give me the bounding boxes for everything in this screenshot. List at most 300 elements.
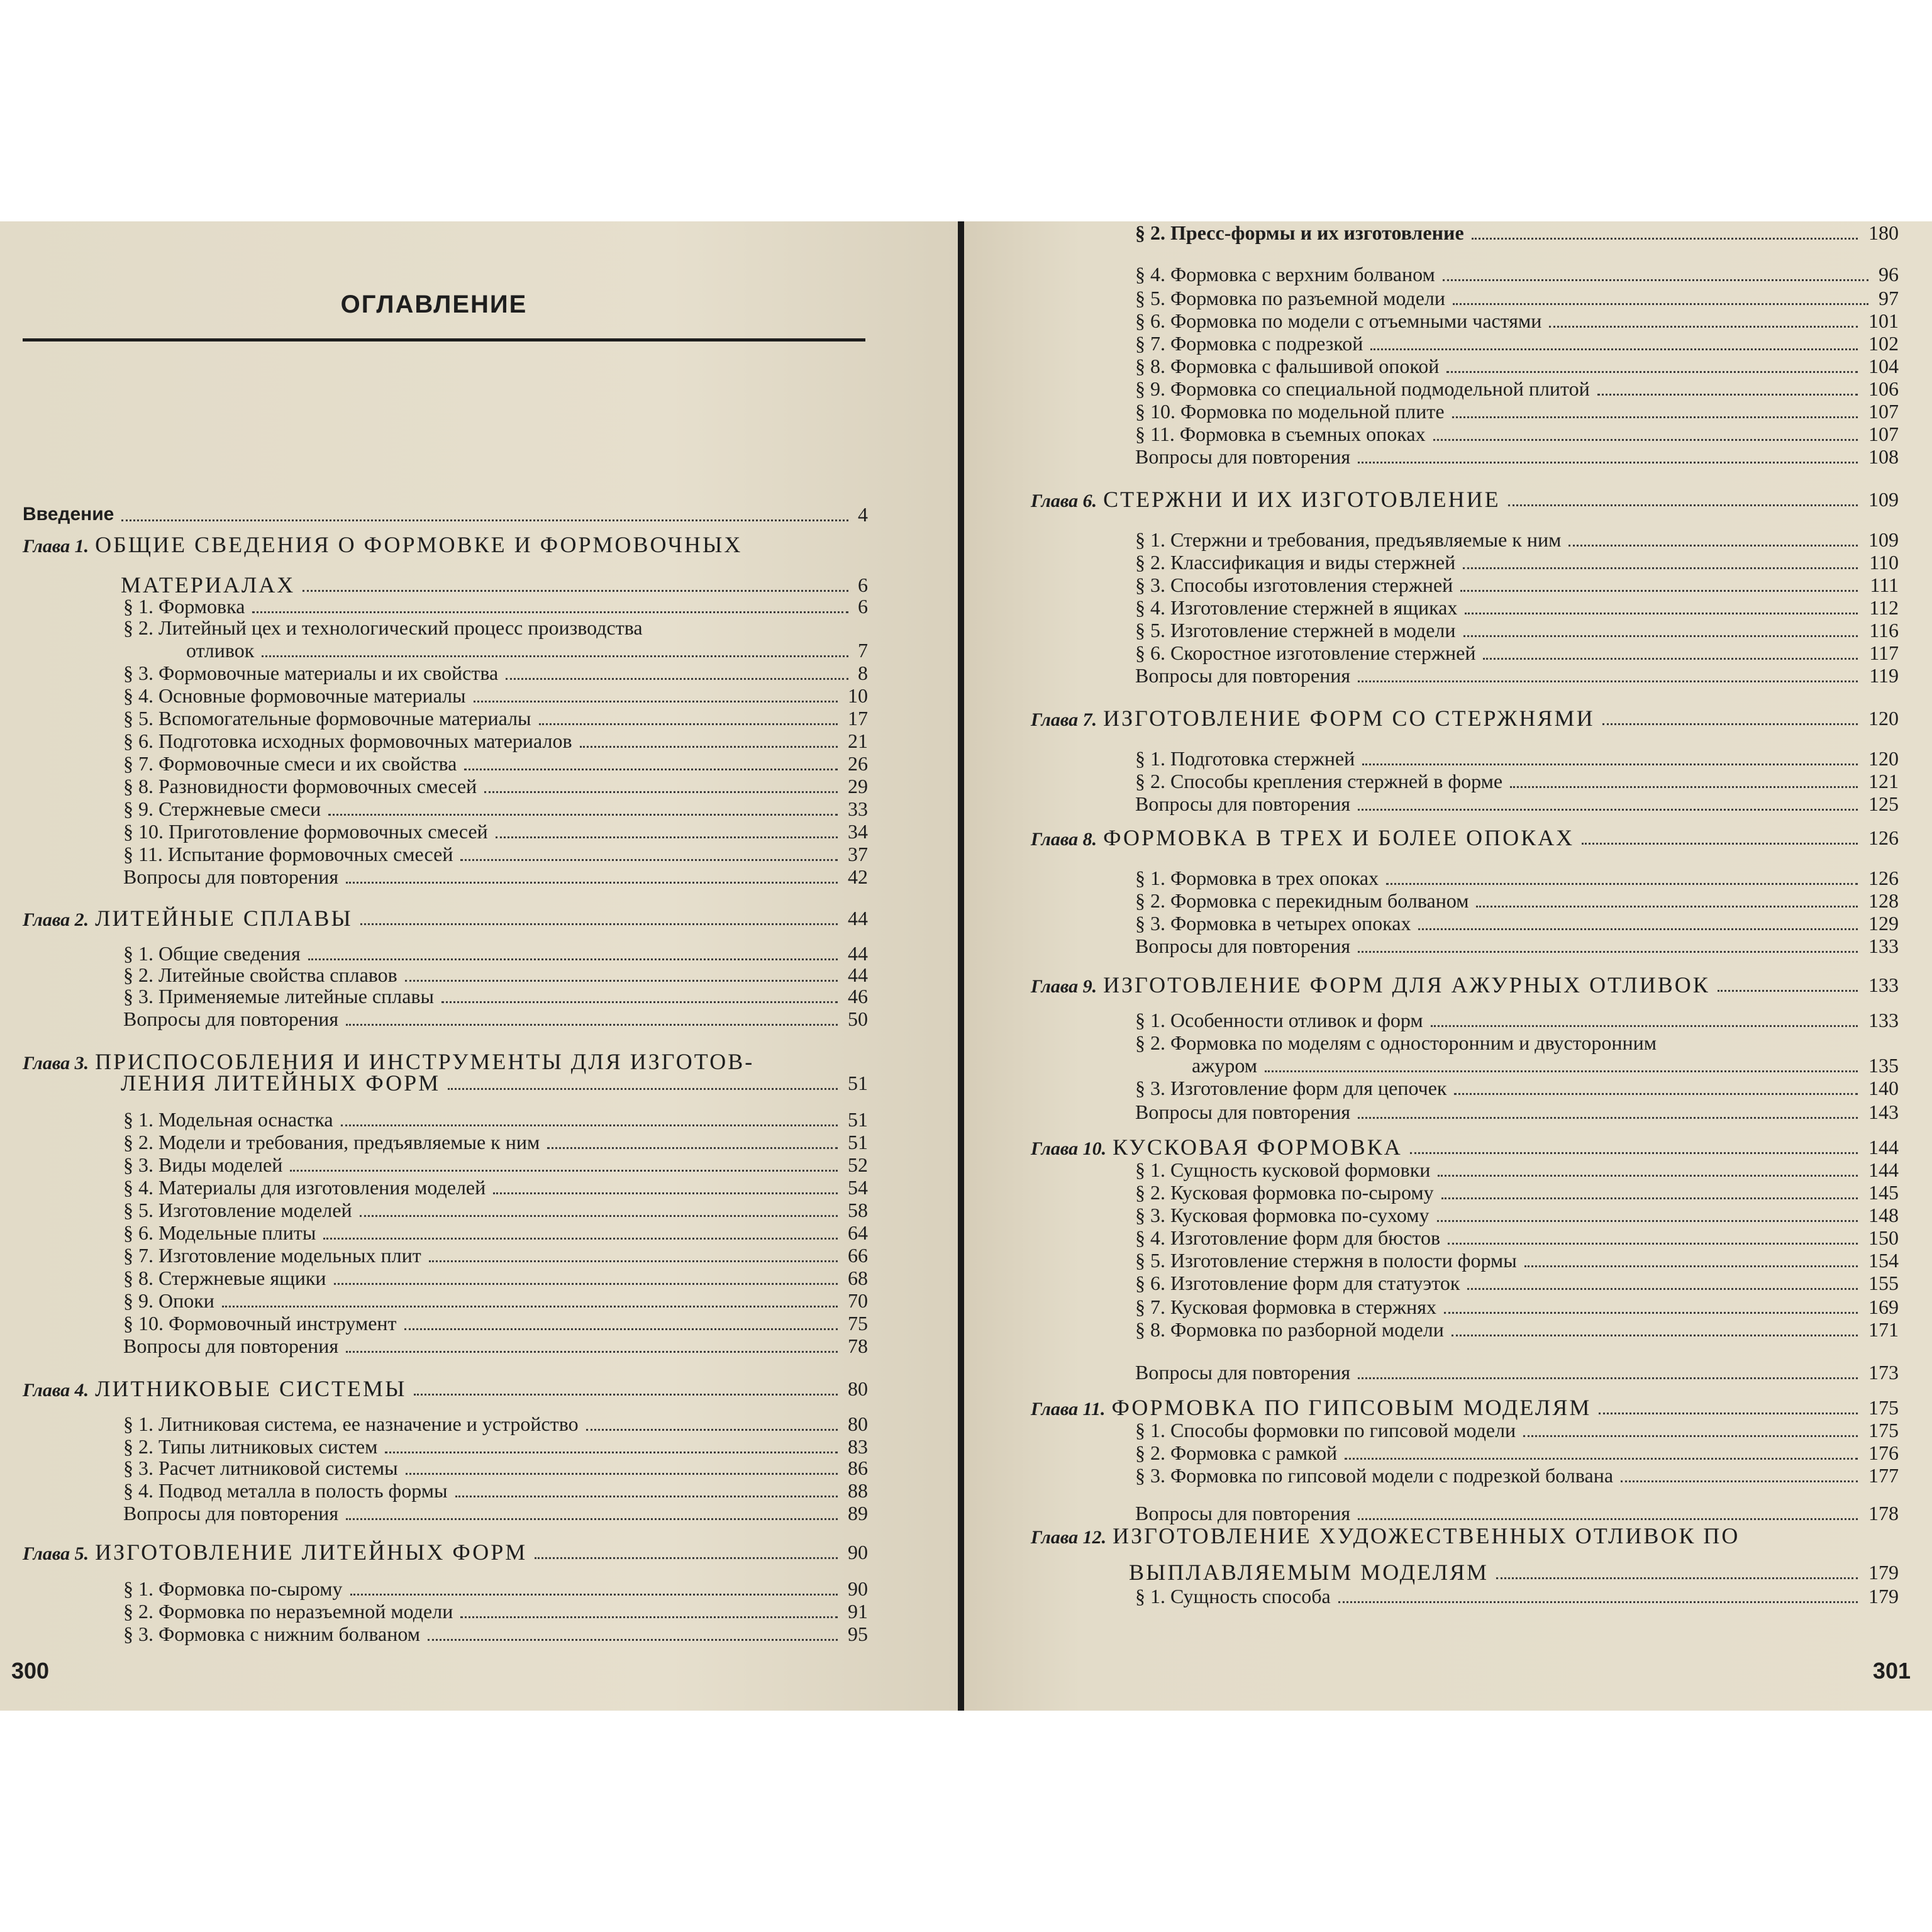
toc-entry <box>23 1541 868 1563</box>
toc-entry-title <box>123 942 301 965</box>
leader-dots <box>496 820 838 838</box>
leader-dots <box>346 1335 838 1353</box>
toc-entry <box>1135 747 1899 770</box>
page-ref: 148 <box>1868 1204 1899 1226</box>
entry-text: Вопросы для повторения <box>1135 445 1351 468</box>
page-ref: 143 <box>1868 1101 1899 1123</box>
page-ref: 177 <box>1868 1464 1899 1487</box>
page-ref: 78 <box>848 1335 868 1357</box>
toc-entry-title <box>1135 574 1453 596</box>
toc-entry-title <box>1135 1226 1440 1249</box>
toc-entry-title <box>123 1457 398 1479</box>
toc-entry-title <box>1135 1441 1337 1464</box>
page-ref: 133 <box>1868 1009 1899 1031</box>
entry-text: § 1. Формовка <box>123 595 245 618</box>
entry-text: § 7. Кусковая формовка в стержнях <box>1135 1296 1436 1318</box>
page-ref: 111 <box>1870 574 1899 596</box>
entry-text: ИЗГОТОВЛЕНИЕ ФОРМ ДЛЯ АЖУРНЫХ ОТЛИВОК <box>1103 972 1710 997</box>
leader-dots <box>1410 1136 1858 1154</box>
leader-dots <box>1358 1361 1858 1379</box>
page-ref: 120 <box>1868 747 1899 770</box>
leader-dots <box>441 985 838 1003</box>
page-ref: 180 <box>1868 221 1899 244</box>
page-ref: 133 <box>1868 974 1899 996</box>
entry-text: § 2. Модели и требования, предъявляемые к ним <box>123 1131 540 1153</box>
toc-entry <box>123 1221 868 1244</box>
toc-entry-title <box>123 820 488 843</box>
toc-entry <box>123 595 868 618</box>
toc-entry <box>1135 400 1899 423</box>
page-ref: 75 <box>848 1312 868 1335</box>
toc-entry-title <box>1129 1561 1489 1584</box>
leader-dots <box>455 1479 838 1497</box>
toc-entry-title <box>1135 1249 1517 1272</box>
toc-entry <box>23 533 868 556</box>
toc-entry-title <box>123 1199 352 1221</box>
page-title: ОГЛАВЛЕНИЕ <box>340 291 528 318</box>
leader-dots <box>429 1244 838 1262</box>
toc-entry-title <box>1135 770 1502 792</box>
entry-text: § 3. Расчет литниковой системы <box>123 1457 398 1479</box>
toc-entry-title <box>123 1108 333 1131</box>
leader-dots <box>1524 1249 1858 1267</box>
entry-text: § 3. Формовка в четырех опоках <box>1135 912 1411 935</box>
entry-text: § 1. Модельная оснастка <box>123 1108 333 1131</box>
toc-entry-title <box>1135 1296 1436 1318</box>
toc-entry-title <box>123 1176 486 1199</box>
entry-text: ЛЕНИЯ ЛИТЕЙНЫХ ФОРМ <box>121 1070 441 1096</box>
page-ref: 97 <box>1879 287 1899 309</box>
toc-entry-title <box>1135 1419 1516 1441</box>
toc-entry-title <box>1135 792 1350 815</box>
entry-text: § 6. Формовка по модели с отъемными частями <box>1135 309 1542 332</box>
entry-text: ПРИСПОСОБЛЕНИЯ И ИНСТРУМЕНТЫ ДЛЯ ИЗГОТОВ- <box>95 1049 755 1074</box>
entry-text: ИЗГОТОВЛЕНИЕ ФОРМ СО СТЕРЖНЯМИ <box>1103 706 1595 731</box>
entry-text: КУСКОВАЯ ФОРМОВКА <box>1113 1135 1402 1160</box>
page-ref: 70 <box>848 1289 868 1312</box>
page-ref: 42 <box>848 865 868 888</box>
leader-dots <box>1358 935 1858 953</box>
toc-entry <box>123 843 868 865</box>
page-ref: 44 <box>848 963 868 986</box>
entry-text: § 6. Модельные плиты <box>123 1221 316 1244</box>
toc-entry-title <box>123 865 338 888</box>
toc-entry <box>1135 377 1899 400</box>
toc-entry <box>123 942 868 965</box>
toc-entry-title <box>123 1577 343 1600</box>
leader-dots <box>350 1577 838 1596</box>
entry-text: § 2. Кусковая формовка по-сырому <box>1135 1181 1434 1204</box>
page-ref: 107 <box>1868 423 1899 445</box>
toc-entry <box>123 1435 868 1458</box>
toc-entry <box>1135 912 1899 935</box>
leader-dots <box>1465 596 1858 614</box>
toc-entry <box>1135 1585 1899 1607</box>
toc-entry <box>123 1479 868 1502</box>
chapter-label: Глава 3. <box>23 1053 89 1074</box>
entry-text: ИЗГОТОВЛЕНИЕ ЛИТЕЙНЫХ ФОРМ <box>95 1540 528 1565</box>
entry-text: § 5. Формовка по разъемной модели <box>1135 287 1445 309</box>
toc-entry-title <box>23 1377 406 1402</box>
entry-text: § 1. Подготовка стержней <box>1135 747 1355 770</box>
entry-text: § 5. Изготовление стержней в модели <box>1135 619 1456 641</box>
leader-dots <box>1602 707 1858 725</box>
toc-entry-title <box>1135 1585 1331 1607</box>
entry-text: § 2. Формовка с рамкой <box>1135 1441 1338 1464</box>
page-ref: 109 <box>1868 488 1899 511</box>
leader-dots <box>1467 1272 1858 1290</box>
leader-dots <box>1476 889 1858 908</box>
leader-dots <box>1433 423 1858 441</box>
page-ref: 58 <box>848 1199 868 1221</box>
toc-entry-title <box>1135 641 1475 664</box>
entry-text: § 4. Подвод металла в полость формы <box>123 1479 448 1502</box>
toc-entry-title <box>1135 596 1457 619</box>
entry-text: § 4. Формовка с верхним болваном <box>1135 263 1435 286</box>
leader-dots <box>334 1267 838 1285</box>
page-ref: 173 <box>1868 1361 1899 1384</box>
page-ref: 119 <box>1869 664 1899 687</box>
entry-text: ФОРМОВКА ПО ГИПСОВЫМ МОДЕЛЯМ <box>1111 1395 1592 1420</box>
toc-entry <box>123 707 868 730</box>
left-page <box>0 221 958 1711</box>
entry-text: § 4. Основные формовочные материалы <box>123 684 466 707</box>
toc-entry <box>123 684 868 707</box>
page-ref: 6 <box>858 595 868 618</box>
leader-dots <box>414 1377 838 1396</box>
page-ref: 29 <box>848 775 868 797</box>
toc-entry-title <box>1135 263 1435 286</box>
entry-text: Введение <box>23 504 114 525</box>
leader-dots <box>303 574 848 592</box>
leader-dots <box>1621 1464 1858 1482</box>
toc-entry <box>123 616 868 639</box>
page-ref: 44 <box>848 907 868 930</box>
leader-dots <box>1338 1585 1858 1603</box>
toc-entry-title <box>123 1267 326 1289</box>
page-ref: 175 <box>1868 1396 1899 1419</box>
page-ref: 90 <box>848 1541 868 1563</box>
entry-text: § 3. Кусковая формовка по-сухому <box>1135 1204 1430 1226</box>
entry-text: § 4. Изготовление форм для бюстов <box>1135 1226 1441 1249</box>
toc-entry <box>1135 641 1899 664</box>
toc-entry-title <box>123 1479 448 1502</box>
toc-entry <box>123 1131 868 1153</box>
leader-dots <box>323 1221 838 1240</box>
toc-entry-title <box>1135 400 1445 423</box>
leader-dots <box>1483 641 1858 660</box>
entry-text: Вопросы для повторения <box>123 1502 339 1524</box>
chapter-label: Глава 7. <box>1031 709 1097 730</box>
leader-dots <box>346 865 838 884</box>
entry-text: § 1. Сущность способа <box>1135 1585 1331 1607</box>
page-ref: 90 <box>848 1577 868 1600</box>
entry-text: § 3. Формовка с нижним болваном <box>123 1623 420 1645</box>
toc-entry <box>1129 1561 1899 1584</box>
toc-entry-title <box>186 639 254 662</box>
toc-entry-title <box>1135 551 1455 574</box>
page-ref: 106 <box>1868 377 1899 400</box>
page-ref: 169 <box>1868 1296 1899 1318</box>
toc-entry <box>1135 867 1899 889</box>
toc-entry <box>1135 551 1899 574</box>
entry-text: § 6. Подготовка исходных формовочных материалов <box>123 730 572 752</box>
entry-text: Вопросы для повторения <box>1135 792 1351 815</box>
toc-entry-title <box>123 707 531 730</box>
page-ref: 51 <box>848 1072 868 1094</box>
entry-text: § 8. Формовка с фальшивой опокой <box>1135 355 1440 377</box>
page-ref: 175 <box>1868 1419 1899 1441</box>
toc-entry <box>123 1413 868 1435</box>
toc-entry-title <box>123 1502 338 1524</box>
toc-entry <box>123 1600 868 1623</box>
entry-text: § 5. Вспомогательные формовочные материалы <box>123 707 531 730</box>
toc-entry-title <box>1031 1136 1402 1160</box>
toc-entry-title <box>23 503 114 526</box>
toc-entry-title <box>1135 1464 1613 1487</box>
toc-entry-title <box>123 1435 377 1458</box>
toc-entry <box>121 574 868 596</box>
page-ref: 46 <box>848 985 868 1008</box>
chapter-label: Глава 5. <box>23 1543 89 1564</box>
toc-entry <box>123 1457 868 1479</box>
entry-text: § 3. Способы изготовления стержней <box>1135 574 1453 596</box>
leader-dots <box>474 684 838 702</box>
page-ref: 107 <box>1868 400 1899 423</box>
entry-text: Вопросы для повторения <box>1135 1502 1351 1524</box>
leader-dots <box>448 1072 838 1090</box>
toc-entry <box>123 1267 868 1289</box>
toc-entry <box>1135 1441 1899 1464</box>
toc-entry <box>123 752 868 775</box>
toc-entry-title <box>1135 1101 1350 1123</box>
leader-dots <box>252 595 848 613</box>
toc-entry <box>123 820 868 843</box>
page-ref: 140 <box>1868 1077 1899 1099</box>
leader-dots <box>1444 1296 1858 1314</box>
toc-entry-title <box>23 1541 527 1565</box>
leader-dots <box>1496 1561 1858 1579</box>
entry-text: СТЕРЖНИ И ИХ ИЗГОТОВЛЕНИЕ <box>1103 487 1501 512</box>
toc-entry <box>1135 287 1899 309</box>
page-ref: 83 <box>848 1435 868 1458</box>
toc-entry <box>1135 1101 1899 1123</box>
toc-entry <box>1192 1054 1899 1077</box>
page-ref: 144 <box>1868 1158 1899 1181</box>
entry-text: § 3. Применяемые литейные сплавы <box>123 985 435 1008</box>
page-ref: 51 <box>848 1108 868 1131</box>
entry-text: ЛИТЕЙНЫЕ СПЛАВЫ <box>95 906 353 931</box>
entry-text: § 3. Формовка по гипсовой модели с подрезкой болвана <box>1135 1464 1614 1487</box>
page-ref: 101 <box>1868 309 1899 332</box>
leader-dots <box>1358 445 1858 464</box>
toc-entry-title <box>123 1289 214 1312</box>
entry-text: § 2. Способы крепления стержней в форме <box>1135 770 1503 792</box>
page-ref: 126 <box>1868 867 1899 889</box>
toc-entry-title <box>1135 528 1561 551</box>
page-ref: 145 <box>1868 1181 1899 1204</box>
leader-dots <box>1568 528 1858 547</box>
page-ref: 95 <box>848 1623 868 1645</box>
page-ref: 8 <box>858 662 868 684</box>
toc-entry <box>123 662 868 684</box>
toc-entry <box>1031 488 1899 511</box>
entry-text: § 1. Стержни и требования, предъявляемые к ним <box>1135 528 1562 551</box>
toc-entry-title <box>123 684 466 707</box>
leader-dots <box>1386 867 1858 885</box>
toc-entry <box>23 1377 868 1400</box>
leader-dots <box>1460 574 1858 592</box>
leader-dots <box>346 1008 838 1026</box>
page-ref: 86 <box>848 1457 868 1479</box>
leader-dots <box>1597 377 1858 396</box>
toc-entry-title <box>1135 889 1468 912</box>
toc-entry <box>186 639 868 662</box>
page-ref: 154 <box>1868 1249 1899 1272</box>
page-ref: 80 <box>848 1413 868 1435</box>
leader-dots <box>484 775 838 793</box>
toc-entry-title <box>1135 355 1439 377</box>
entry-text: § 2. Классификация и виды стержней <box>1135 551 1456 574</box>
leader-dots <box>464 752 838 770</box>
entry-text: § 2. Формовка по моделям с односторонним и двусторонним <box>1135 1031 1657 1054</box>
toc-entry-title <box>1135 423 1426 445</box>
entry-text: § 11. Формовка в съемных опоках <box>1135 423 1426 445</box>
leader-dots <box>1446 355 1858 373</box>
toc-entry <box>23 907 868 930</box>
toc-entry <box>1135 1272 1899 1294</box>
page-ref: 88 <box>848 1479 868 1502</box>
leader-dots <box>493 1176 838 1194</box>
entry-text: ИЗГОТОВЛЕНИЕ ХУДОЖЕСТВЕННЫХ ОТЛИВОК ПО <box>1113 1523 1740 1548</box>
page-ref: 91 <box>848 1600 868 1623</box>
page-ref: 128 <box>1868 889 1899 912</box>
toc-entry <box>1031 707 1899 730</box>
page-ref: 126 <box>1868 826 1899 849</box>
page-ref: 26 <box>848 752 868 775</box>
toc-entry <box>1135 935 1899 957</box>
toc-entry <box>23 1050 868 1073</box>
toc-entry-title <box>1135 445 1350 468</box>
chapter-label: Глава 10. <box>1031 1138 1107 1159</box>
page-ref: 110 <box>1869 551 1899 574</box>
entry-text: § 9. Формовка со специальной подмодельной плитой <box>1135 377 1590 400</box>
toc-entry <box>1135 1249 1899 1272</box>
chapter-label: Глава 2. <box>23 909 89 930</box>
page-ref: 150 <box>1868 1226 1899 1249</box>
toc-entry-title <box>123 662 498 684</box>
toc-entry-title <box>1135 867 1379 889</box>
page-ref: 171 <box>1868 1318 1899 1341</box>
entry-text: отливок <box>186 639 255 662</box>
toc-entry-title <box>1135 1502 1350 1524</box>
toc-entry <box>1135 664 1899 687</box>
page-ref: 155 <box>1868 1272 1899 1294</box>
toc-entry-title <box>1135 1272 1460 1294</box>
entry-text: § 8. Формовка по разборной модели <box>1135 1318 1444 1341</box>
page-ref: 117 <box>1869 641 1899 664</box>
toc-entry <box>123 797 868 820</box>
chapter-label: Глава 11. <box>1031 1399 1106 1419</box>
leader-dots <box>404 1312 838 1330</box>
toc-entry-title <box>1135 912 1411 935</box>
entry-text: § 8. Стержневые ящики <box>123 1267 326 1289</box>
toc-entry <box>1031 974 1899 996</box>
leader-dots <box>1358 1502 1858 1520</box>
entry-text: § 10. Формовка по модельной плите <box>1135 400 1445 423</box>
toc-entry <box>123 1199 868 1221</box>
leader-dots <box>1358 1101 1858 1119</box>
toc-entry-title <box>123 1623 420 1645</box>
toc-entry-title <box>123 1244 421 1267</box>
chapter-label: Глава 12. <box>1031 1527 1107 1548</box>
leader-dots <box>1452 1318 1858 1336</box>
entry-text: § 1. Литниковая система, ее назначение и устройство <box>123 1413 579 1435</box>
toc-entry <box>1135 1009 1899 1031</box>
toc-entry-title <box>123 1335 338 1357</box>
leader-dots <box>460 843 838 861</box>
leader-dots <box>1582 826 1858 845</box>
toc-entry <box>1031 1396 1899 1419</box>
toc-entry <box>123 1108 868 1131</box>
leader-dots <box>1265 1054 1858 1072</box>
page-ref: 108 <box>1868 445 1899 468</box>
entry-text: § 1. Общие сведения <box>123 942 301 965</box>
toc-entry-title <box>123 843 453 865</box>
entry-text: § 7. Формовочные смеси и их свойства <box>123 752 457 775</box>
toc-entry-title <box>123 1600 453 1623</box>
toc-entry <box>1135 1158 1899 1181</box>
toc-entry-title <box>123 797 321 820</box>
toc-entry <box>123 963 868 986</box>
toc-entry <box>1135 889 1899 912</box>
leader-dots <box>385 1435 838 1453</box>
toc-entry <box>123 985 868 1008</box>
toc-entry <box>1135 1181 1899 1204</box>
page-ref: 80 <box>848 1377 868 1400</box>
leader-dots <box>1508 488 1858 506</box>
toc-entry-title <box>123 1131 540 1153</box>
leader-dots <box>360 907 838 925</box>
page-ref: 129 <box>1868 912 1899 935</box>
right-page <box>964 221 1932 1711</box>
entry-text: § 4. Материалы для изготовления моделей <box>123 1176 486 1199</box>
entry-text: § 6. Изготовление форм для статуэток <box>1135 1272 1460 1294</box>
toc-entry <box>1135 221 1899 244</box>
toc-entry <box>1135 445 1899 468</box>
toc-entry-title <box>1135 1361 1350 1384</box>
toc-entry-title <box>1135 1204 1430 1226</box>
leader-dots <box>1358 792 1858 811</box>
toc-entry-title <box>1031 974 1710 998</box>
leader-dots <box>222 1289 838 1307</box>
page-ref: 121 <box>1868 770 1899 792</box>
entry-text: Вопросы для повторения <box>1135 1361 1351 1384</box>
entry-text: Вопросы для повторения <box>123 1335 339 1357</box>
leader-dots <box>1358 664 1858 682</box>
toc-entry-title <box>121 1072 440 1094</box>
chapter-label: Глава 4. <box>23 1380 89 1401</box>
entry-text: ФОРМОВКА В ТРЕХ И БОЛЕЕ ОПОКАХ <box>1103 825 1575 850</box>
page-ref: 51 <box>848 1131 868 1153</box>
toc-entry-title <box>1135 287 1445 309</box>
toc-entry-title <box>1031 488 1501 513</box>
page-ref: 179 <box>1868 1585 1899 1607</box>
leader-dots <box>1599 1396 1858 1414</box>
entry-text: § 2. Литейный цех и технологический процесс производства <box>123 616 643 639</box>
toc-entry-title <box>1135 1077 1446 1099</box>
leader-dots <box>1718 974 1858 992</box>
